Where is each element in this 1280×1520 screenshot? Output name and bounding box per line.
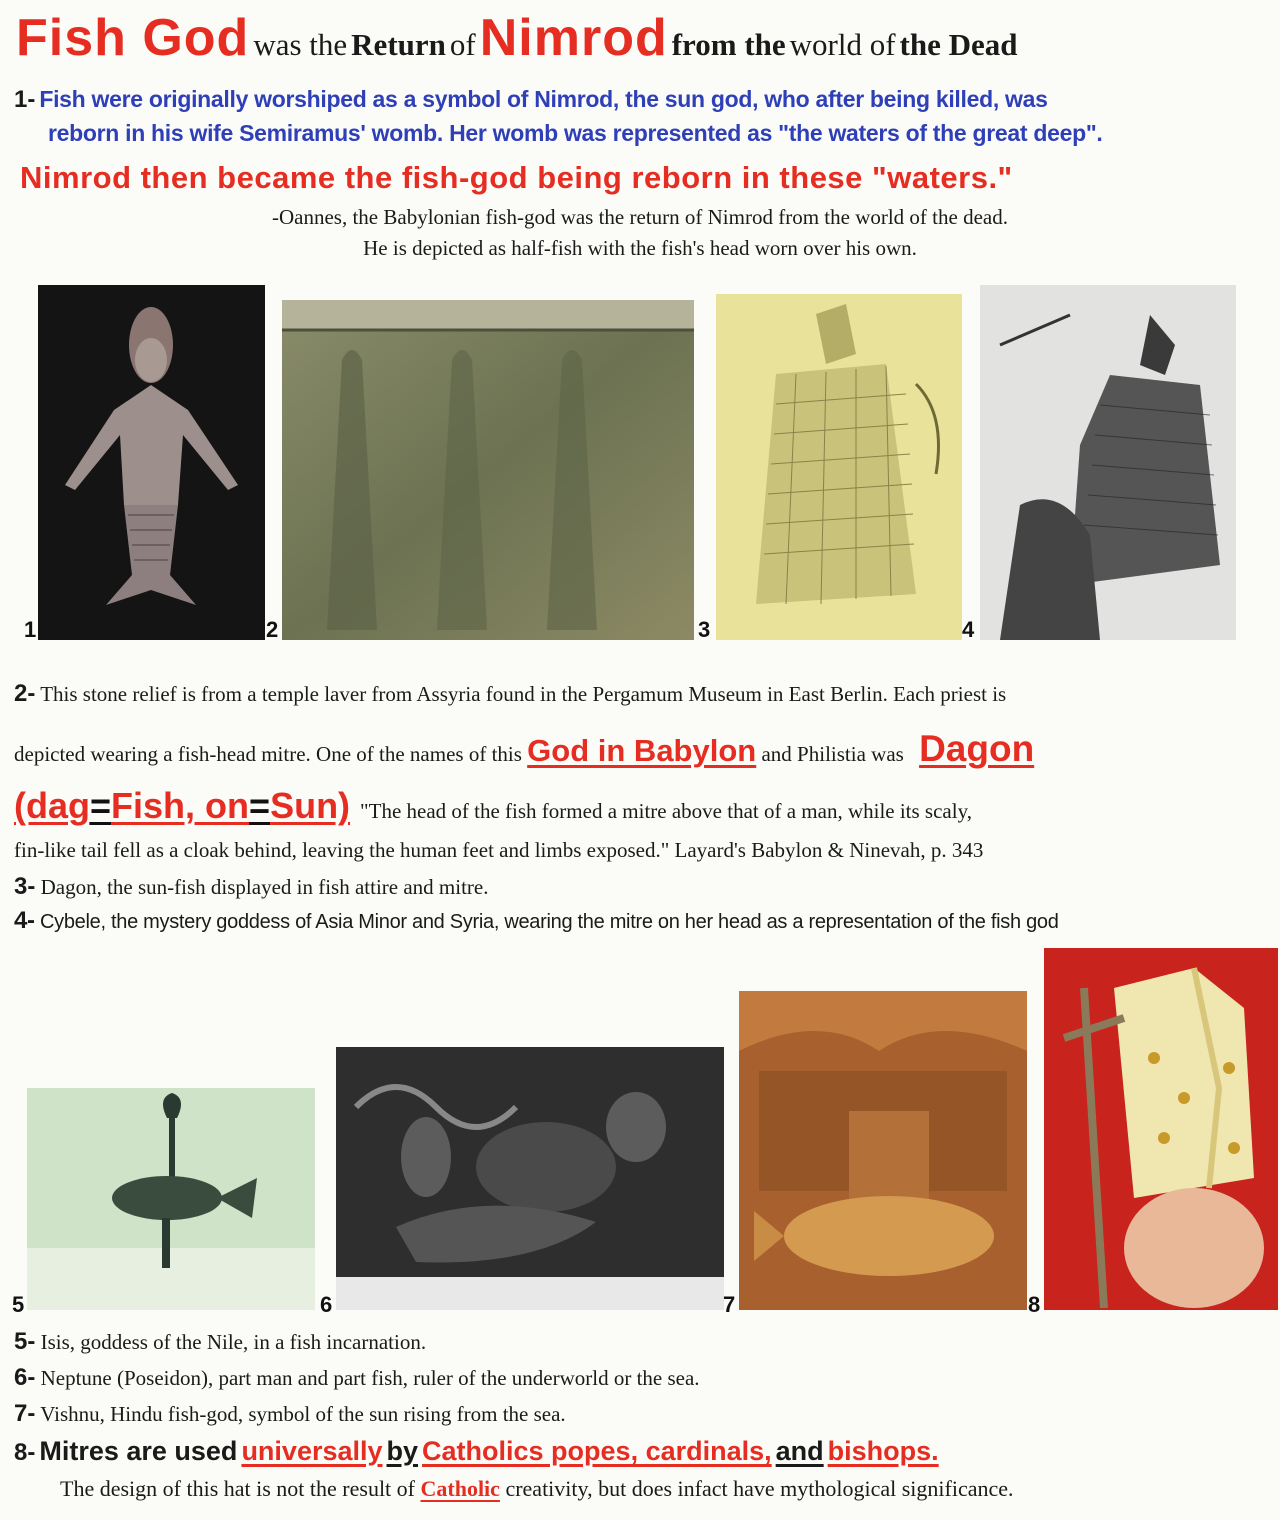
sun-highlight: Sun) — [270, 785, 351, 826]
stone-relief-image — [282, 300, 694, 640]
dag-highlight: (dag — [14, 785, 90, 826]
point3-line — [14, 873, 489, 901]
merman-statue-image — [38, 285, 265, 640]
point8-and: and — [775, 1436, 824, 1466]
image-label-5: 5 — [12, 1292, 25, 1317]
title-world-of: world of — [789, 27, 896, 62]
point8-number: 8- — [14, 1439, 36, 1466]
point2-text1: This stone relief is from a temple laver from Assyria found in the Pergamum Museum in East Berlin. Each priest is — [40, 682, 1007, 706]
point1-text1: Fish were originally worshiped as a symbol of Nimrod, the sun god, who after being killed, was — [39, 86, 1048, 112]
point8-text1: Mitres are used — [39, 1436, 238, 1466]
footer-text1: The design of this hat is not the result of — [60, 1476, 415, 1501]
point7-number: 7- — [14, 1400, 36, 1427]
layard-quote-2: fin-like tail fell as a cloak behind, leaving the human feet and limbs exposed." Layard's Babylon & Ninevah, p. 343 — [14, 838, 984, 862]
isis-fish-figurine-image — [27, 1088, 315, 1310]
title-was-the: was the — [253, 27, 348, 62]
point6-line — [14, 1364, 700, 1392]
neptune-relief-image — [336, 1047, 724, 1310]
image-label-4: 4 — [962, 617, 975, 642]
point1-number: 1- — [14, 86, 36, 113]
catholic-highlight: Catholic — [420, 1476, 500, 1501]
point7-text: Vishnu, Hindu fish-god, symbol of the sun rising from the sea. — [40, 1402, 566, 1426]
point1-line1 — [14, 86, 1048, 114]
point6-text: Neptune (Poseidon), part man and part fish, ruler of the underworld or the sea. — [40, 1366, 700, 1390]
title-from-the: from the — [671, 27, 786, 62]
point3-number: 3- — [14, 873, 36, 900]
point5-number: 5- — [14, 1328, 36, 1355]
point1-text2: reborn in his wife Semiramus' womb. Her womb was represented as "the waters of the great deep". — [48, 120, 1103, 146]
point5-text: Isis, goddess of the Nile, in a fish incarnation. — [40, 1330, 427, 1354]
catholics-highlight: Catholics popes, cardinals, — [422, 1436, 772, 1466]
fish-on-highlight: Fish, on — [111, 785, 250, 826]
bishops-highlight: bishops. — [827, 1436, 939, 1466]
point2-line1 — [14, 680, 1006, 708]
dagon-drawing-image — [716, 294, 962, 640]
point4-number: 4- — [14, 907, 35, 934]
vishnu-fish-carving-image — [739, 991, 1027, 1310]
point4-line — [14, 907, 1059, 935]
point4-text: Cybele, the mystery goddess of Asia Minor and Syria, wearing the mitre on her head as a representation of the fish god — [40, 911, 1059, 933]
page-title — [16, 8, 1018, 68]
point8-by: by — [386, 1436, 419, 1466]
equals-sign-1: = — [90, 785, 112, 826]
oannes-caption-1: -Oannes, the Babylonian fish-god was the return of Nimrod from the world of the dead. — [272, 205, 1008, 229]
title-the-dead: the Dead — [899, 27, 1018, 62]
point2-text2: depicted wearing a fish-head mitre. One of the names of this — [14, 742, 522, 766]
footer-text2: creativity, but does infact have mythological significance. — [505, 1476, 1014, 1501]
cybele-engraving-image — [980, 285, 1236, 640]
title-return: Return — [351, 27, 446, 62]
layard-quote-1: "The head of the fish formed a mitre above that of a man, while its scaly, — [360, 799, 972, 823]
image-label-7: 7 — [723, 1292, 736, 1317]
equals-sign-2: = — [249, 785, 271, 826]
image-label-1: 1 — [24, 617, 37, 642]
point2-text3: and Philistia was — [761, 742, 904, 766]
god-in-babylon-highlight: God in Babylon — [527, 733, 757, 768]
title-fish-god: Fish God — [16, 9, 250, 67]
point2-line2 — [14, 728, 1034, 770]
title-nimrod: Nimrod — [479, 9, 668, 67]
dagon-highlight: Dagon — [919, 728, 1035, 769]
pope-mitre-photo-image — [1044, 948, 1278, 1310]
point2-line3 — [14, 785, 972, 827]
image-label-8: 8 — [1028, 1292, 1041, 1317]
image-label-3: 3 — [698, 617, 711, 642]
point6-number: 6- — [14, 1364, 36, 1391]
point5-line — [14, 1328, 426, 1356]
point7-line — [14, 1400, 566, 1428]
image-label-6: 6 — [320, 1292, 333, 1317]
point2-number: 2- — [14, 680, 36, 707]
point8-line — [14, 1436, 939, 1467]
point1-headline: Nimrod then became the fish-god being reborn in these "waters." — [20, 160, 1013, 195]
universally-highlight: universally — [241, 1436, 383, 1466]
title-of: of — [449, 27, 476, 62]
oannes-caption-2: He is depicted as half-fish with the fish's head worn over his own. — [363, 236, 917, 260]
image-label-2: 2 — [266, 617, 279, 642]
point3-text: Dagon, the sun-fish displayed in fish attire and mitre. — [40, 875, 489, 899]
footer-line — [60, 1476, 1014, 1502]
